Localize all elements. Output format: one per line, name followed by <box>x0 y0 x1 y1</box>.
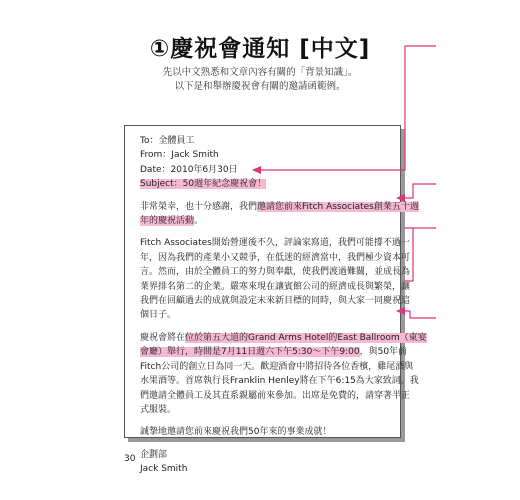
para2-line: 年，因為我們的產業小又競爭，在低迷的經濟當中，我們極少資本可 <box>140 252 411 263</box>
para3-text-b: ，與50年前 <box>359 347 408 358</box>
letter-to: To：全體員工 <box>140 136 195 146</box>
para1-highlight-a: 邀請您前來Fitch Associates創業五十週 <box>257 201 419 212</box>
para2-line: 個日子。 <box>140 310 177 321</box>
para3-line: 式服裝。 <box>140 404 177 415</box>
intro-line-2: 以下是和舉辦慶祝會有關的邀請函範例。 <box>174 81 346 92</box>
para2-line: 言。然而，由於全體員工的努力與奉獻，使我們渡過難關，並成長為 <box>140 267 411 278</box>
letter-sign-department: 企劃部 <box>140 449 168 460</box>
page-number: 30 <box>124 454 136 464</box>
annotation-bracket-background <box>404 228 413 281</box>
letter-sign-name: Jack Smith <box>140 464 188 475</box>
para3-text: 慶祝會將在 <box>140 332 186 343</box>
para2-line: Fitch Associates開始營運後不久，評論家寫道，我們可能撐不過一 <box>140 238 410 249</box>
page-title: ①慶祝會通知 [中文] <box>149 36 371 62</box>
letter-closing: 誠摯地邀請您前來慶祝我們50年來的事業成就！ <box>140 427 332 438</box>
para1-highlight-b: 年的慶祝活動 <box>140 216 195 227</box>
arrow-head-icon <box>396 194 405 202</box>
para3-line: Fitch公司的創立日為同一天。歡迎酒會中將招待各位香檳，雞尾酒與 <box>140 361 414 372</box>
para1-text: 非常榮幸，也十分感謝，我們 <box>140 201 258 212</box>
annotation-line-purpose <box>404 184 436 198</box>
para3-highlight-a: 位於第五大道的Grand Arms Hotel的East Ballroom（東宴 <box>185 332 427 343</box>
para2-line: 業界排名第二的企業。嚴寒來現在讓賓館公司的經濟成長與繁榮，讓 <box>140 281 411 292</box>
para3-highlight-b: 會廳）舉行，時間是7月11日週六下午5:30～下午9:00 <box>140 347 360 358</box>
para1-end: 。 <box>194 216 204 227</box>
para2-line: 我們在回顧過去的成就與設定未來新目標的同時，與大家一同慶祝這 <box>140 296 411 307</box>
subject-highlight: Subject：50週年紀念慶祝會！ <box>140 179 267 190</box>
intro-line-1: 先以中文熟悉和文章內容有關的「背景知識」。 <box>162 67 358 78</box>
arrow-head-icon <box>252 166 261 174</box>
para3-line: 水果酒等。首席執行長Franklin Henley將在下午6:15為大家致詞。我 <box>140 376 419 387</box>
letter-date: Date：2010年6月30日 <box>140 164 238 175</box>
arrow-head-icon <box>396 307 405 315</box>
annotation-line-details <box>403 311 436 318</box>
letter-from: From：Jack Smith <box>140 150 219 161</box>
annotation-line-subject <box>260 46 436 170</box>
para3-line: 們邀請全體員工及其直系親屬前來參加。出席是免費的，請穿著半正 <box>140 390 411 401</box>
